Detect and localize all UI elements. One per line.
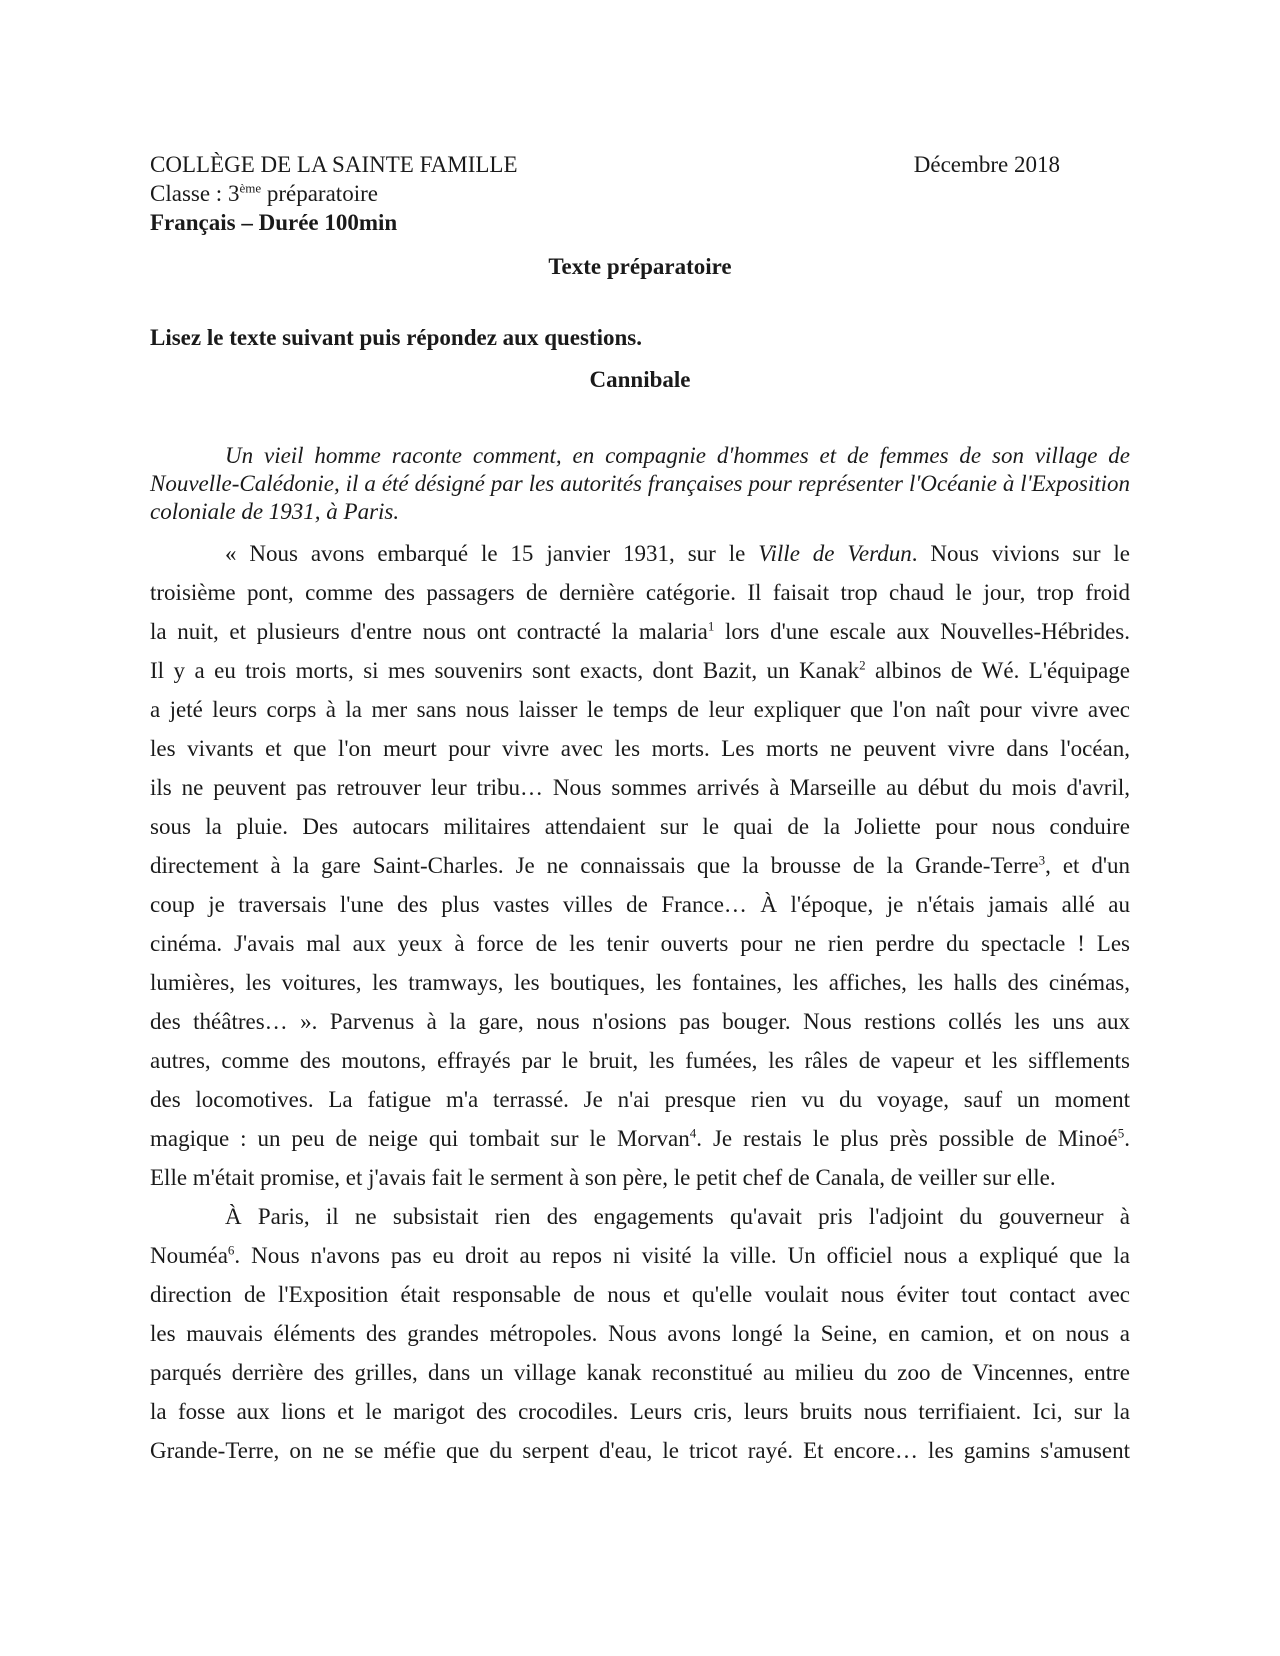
text-line	[150, 1119, 1130, 1158]
text-line: direction de l'Exposition était responsable de nous et qu'elle voulait nous éviter tout contact avec	[150, 1282, 1130, 1307]
instruction: Lisez le texte suivant puis répondez aux questions.	[150, 325, 642, 350]
text-span: .	[1124, 1126, 1130, 1151]
paragraph-1	[150, 534, 1130, 1197]
subject-line: Français – Durée 100min	[150, 210, 398, 235]
document-header	[150, 150, 1060, 237]
text-line	[150, 1236, 1130, 1275]
paragraph-2	[150, 1197, 1130, 1470]
intro-paragraph	[150, 442, 1130, 526]
text-span: magique : un peu de neige qui tombait sur le Morvan	[150, 1126, 690, 1151]
text-span: . Je restais le plus près possible de Minoé	[696, 1126, 1118, 1151]
intro-text: Un vieil homme raconte comment, en compagnie d'hommes et de femmes de son village de Nouvelle-Calédonie, il a été désigné par les autorités françaises pour représenter l'Océanie à l'Exposition coloniale de 1931, à Paris.	[150, 443, 1130, 524]
text-line: les mauvais éléments des grandes métropoles. Nous avons longé la Seine, en camion, et on nous a	[150, 1321, 1130, 1346]
text-span: , et d'un	[1045, 853, 1130, 878]
document-date: Décembre 2018	[913, 152, 1060, 177]
text-line: coup je traversais l'une des plus vastes villes de France… À l'époque, je n'étais jamais allé au	[150, 892, 1130, 917]
footnote-ref: 4	[689, 1125, 697, 1141]
text-line: les vivants et que l'on meurt pour vivre avec les morts. Les morts ne peuvent vivre dans l'océan,	[150, 736, 1130, 761]
text-span: lors d'une escale aux Nouvelles-Hébrides.	[714, 619, 1130, 644]
text-span: Nouméa	[150, 1243, 228, 1268]
text-line: cinéma. J'avais mal aux yeux à force de les tenir ouverts pour ne rien perdre du spectacle ! Les	[150, 931, 1130, 956]
text-line: sous la pluie. Des autocars militaires attendaient sur le quai de la Joliette pour nous conduire	[150, 814, 1130, 839]
footnote-ref: 5	[1117, 1125, 1125, 1141]
text-span: la nuit, et plusieurs d'entre nous ont contracté la malaria	[150, 619, 708, 644]
text-line: parqués derrière des grilles, dans un village kanak reconstitué au milieu du zoo de Vincennes, entre	[150, 1360, 1130, 1385]
text-line: Grande-Terre, on ne se méfie que du serpent d'eau, le tricot rayé. Et encore… les gamins s'amusent	[150, 1438, 1130, 1463]
text-span: albinos de Wé. L'équipage	[865, 658, 1130, 683]
text-line: troisième pont, comme des passagers de dernière catégorie. Il faisait trop chaud le jour, trop froid	[150, 580, 1130, 605]
footnote-ref: 2	[859, 657, 866, 673]
text-line: À Paris, il ne subsistait rien des engagements qu'avait pris l'adjoint du gouverneur à	[225, 1204, 1130, 1229]
section-title: Texte préparatoire	[548, 254, 732, 279]
text-line: la fosse aux lions et le marigot des crocodiles. Leurs cris, leurs bruits nous terrifiaient. Ici, sur la	[150, 1399, 1130, 1424]
text-line: autres, comme des moutons, effrayés par le bruit, les fumées, les râles de vapeur et les sifflements	[150, 1048, 1130, 1073]
text-line: des théâtres… ». Parvenus à la gare, nous n'osions pas bouger. Nous restions collés les uns aux	[150, 1009, 1130, 1034]
footnote-ref: 3	[1038, 852, 1046, 868]
footnote-ref: 1	[707, 618, 715, 634]
class-suffix: préparatoire	[261, 181, 378, 206]
text-span: « Nous avons embarqué le 15 janvier 1931, sur le	[225, 541, 759, 566]
text-line	[150, 651, 1130, 690]
text-line: Elle m'était promise, et j'avais fait le serment à son père, le petit chef de Canala, de veiller sur elle.	[150, 1165, 1056, 1190]
class-superscript: ème	[239, 180, 262, 196]
text-line: des locomotives. La fatigue m'a terrassé. Je n'ai presque rien vu du voyage, sauf un moment	[150, 1087, 1130, 1112]
header-row	[150, 150, 1060, 179]
text-title: Cannibale	[589, 367, 691, 392]
text-line: lumières, les voitures, les tramways, les boutiques, les fontaines, les affiches, les halls des cinémas,	[150, 970, 1130, 995]
class-prefix: Classe : 3	[150, 181, 240, 206]
text-line	[150, 612, 1130, 651]
text-line: a jeté leurs corps à la mer sans nous laisser le temps de leur expliquer que l'on naît pour vivre avec	[150, 697, 1130, 722]
text-span: . Nous vivions sur le	[911, 541, 1130, 566]
text-span: Il y a eu trois morts, si mes souvenirs sont exacts, dont Bazit, un Kanak	[150, 658, 860, 683]
main-text	[150, 534, 1130, 1470]
ship-name: Ville de Verdun	[758, 541, 912, 566]
text-span: . Nous n'avons pas eu droit au repos ni visité la ville. Un officiel nous a expliqué que la	[234, 1243, 1130, 1268]
text-line	[150, 846, 1130, 885]
text-span: directement à la gare Saint-Charles. Je ne connaissais que la brousse de la Grande-Terre	[150, 853, 1039, 878]
class-line	[150, 179, 1060, 208]
footnote-ref: 6	[227, 1242, 235, 1258]
school-name: COLLÈGE DE LA SAINTE FAMILLE	[150, 152, 518, 177]
text-line	[150, 534, 1130, 573]
text-line: ils ne peuvent pas retrouver leur tribu… Nous sommes arrivés à Marseille au début du mois d'avril,	[150, 775, 1130, 800]
